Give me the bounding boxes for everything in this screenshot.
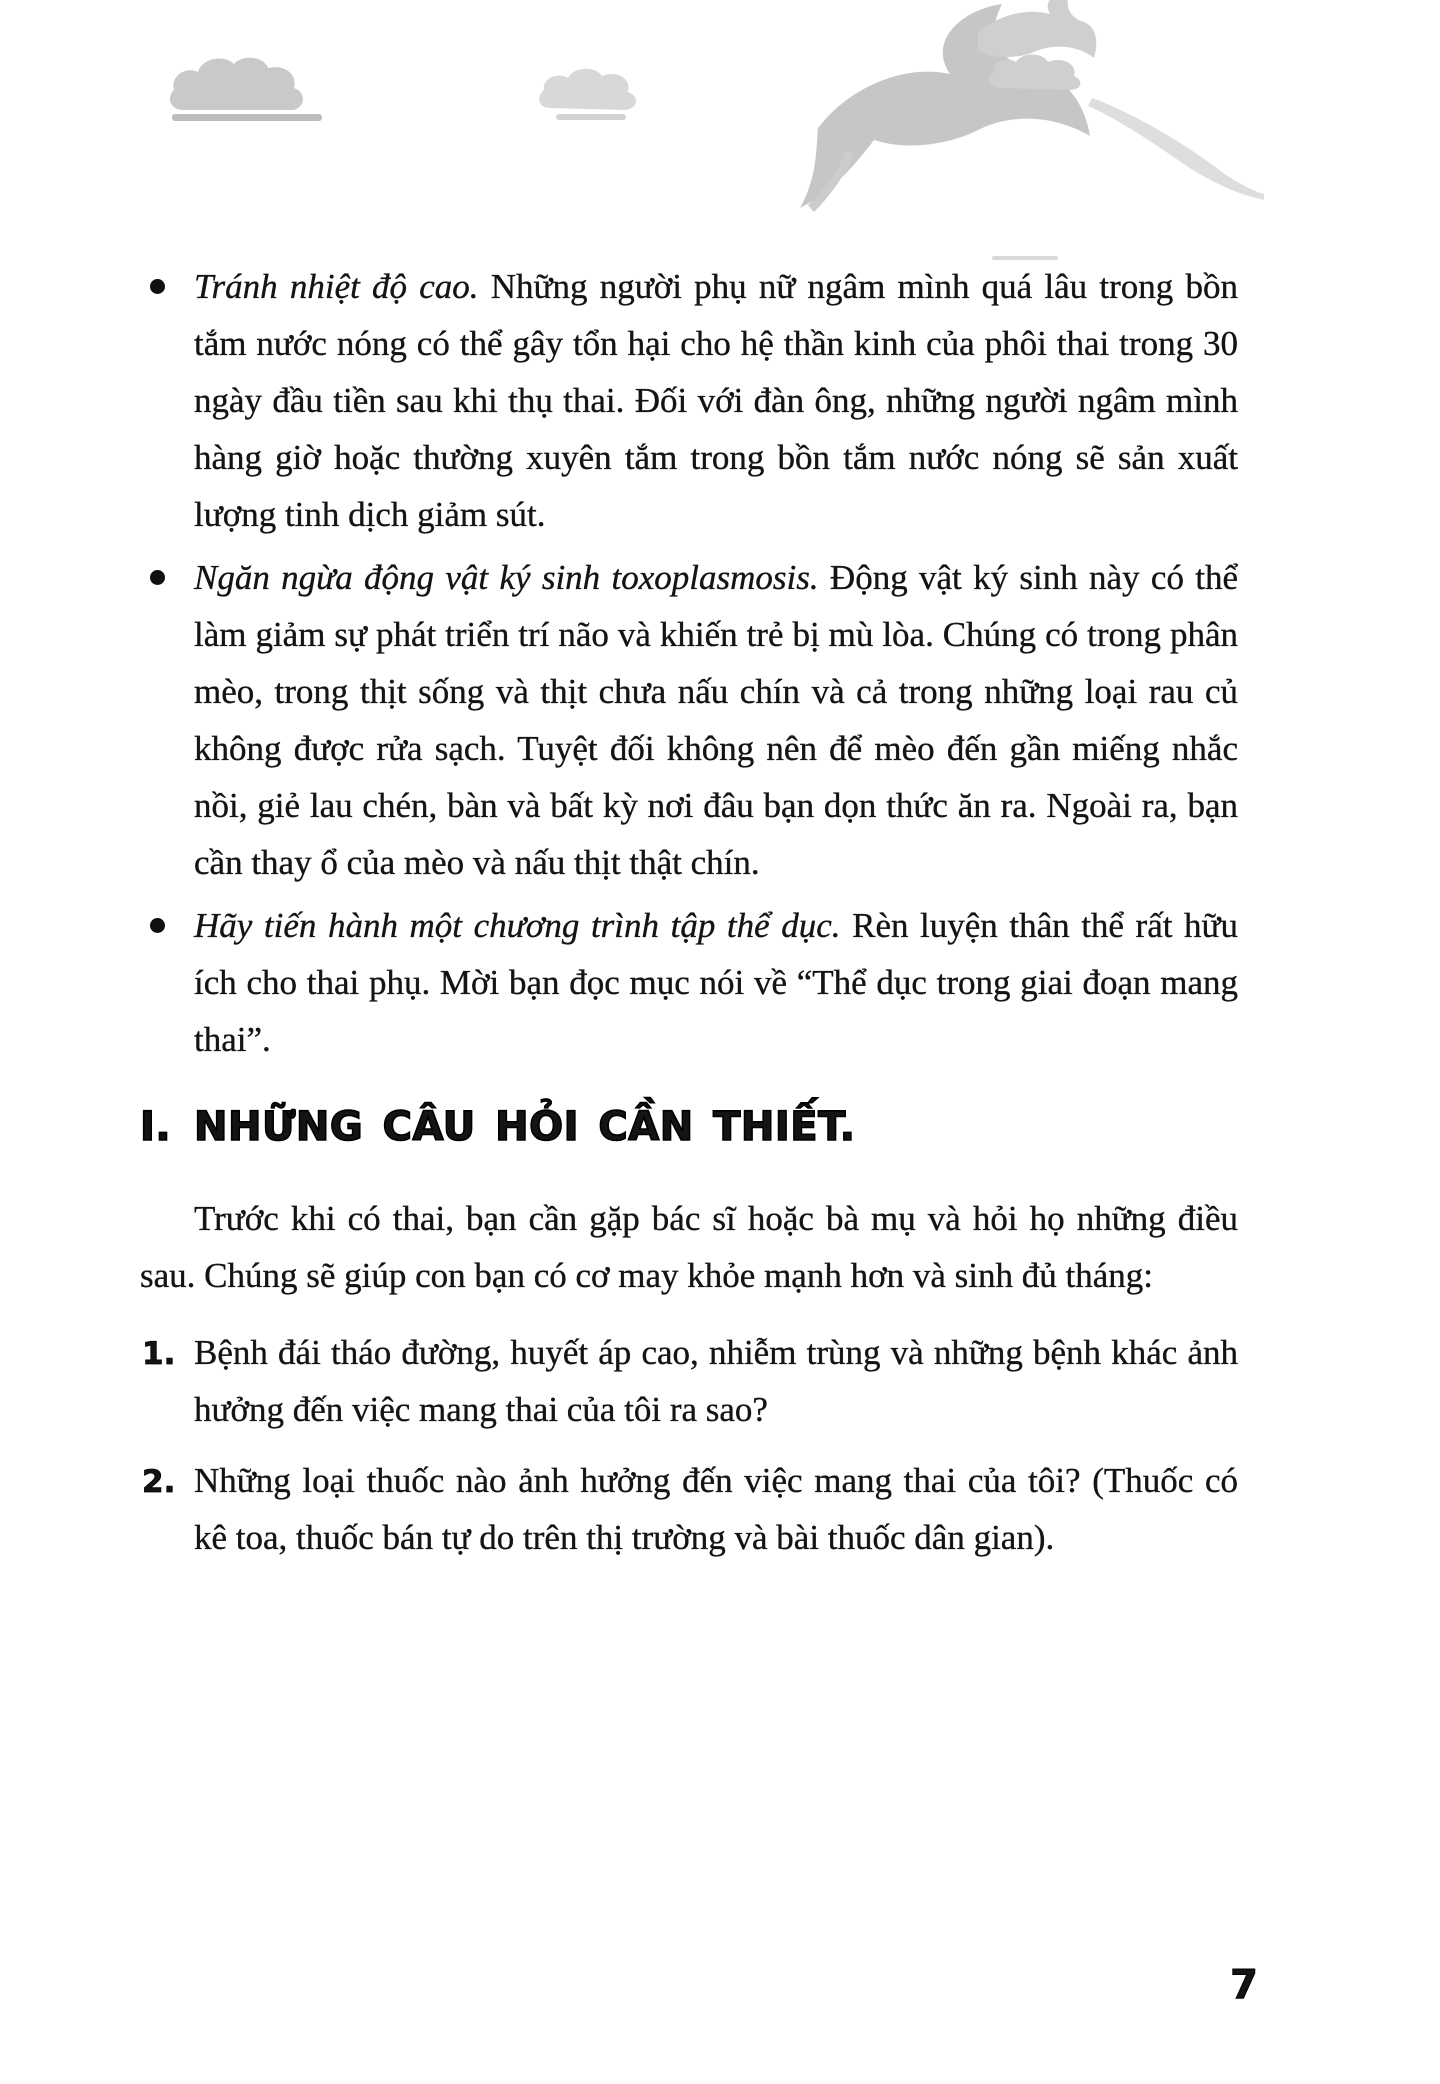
question-number: 1. — [142, 1336, 176, 1372]
bullet-lead: Tránh nhiệt độ cao. — [194, 267, 479, 306]
cloud-icon — [1086, 80, 1266, 200]
bullet-item-heat — [140, 258, 1238, 543]
question-text: Những loại thuốc nào ảnh hưởng đến việc mang thai của tôi? (Thuốc có kê toa, thuốc bán tự do trên thị trường và bài thuốc dân gian). — [194, 1461, 1238, 1557]
cloud-icon — [984, 52, 1088, 104]
question-text: Bệnh đái tháo đường, huyết áp cao, nhiễm trùng và những bệnh khác ảnh hưởng đến việc mang thai của tôi ra sao? — [194, 1333, 1238, 1429]
question-number: 2. — [142, 1464, 176, 1500]
bullet-item-toxoplasmosis — [140, 549, 1238, 891]
bullet-lead: Ngăn ngừa động vật ký sinh toxoplasmosis. — [194, 558, 819, 597]
bullet-lead: Hãy tiến hành một chương trình tập thể dục. — [194, 906, 841, 945]
cloud-icon — [162, 48, 332, 136]
question-item-2 — [140, 1452, 1238, 1566]
page-number: 7 — [1230, 1962, 1258, 2008]
section-number: I. — [140, 1104, 172, 1150]
bullet-icon — [150, 279, 165, 294]
intro-paragraph: Trước khi có thai, bạn cần gặp bác sĩ hoặc bà mụ và hỏi họ những điều sau. Chúng sẽ giúp con bạn có cơ may khỏe mạnh hơn và sinh đủ tháng: — [140, 1199, 1238, 1295]
bullet-item-exercise — [140, 897, 1238, 1068]
bullet-text: Những người phụ nữ ngâm mình quá lâu trong bồn tắm nước nóng có thể gây tổn hại cho hệ thần kinh của phôi thai trong 30 ngày đầu tiền sau khi thụ thai. Đối với đàn ông, những người ngâm mình hàng giờ hoặc thường xuyên tắm trong bồn tắm nước nóng sẽ sản xuất lượng tinh dịch giảm sút. — [194, 267, 1238, 534]
bullet-icon — [150, 570, 165, 585]
bullet-icon — [150, 918, 165, 933]
bullet-text: Rèn luyện thân thể rất hữu ích cho thai phụ. Mời bạn đọc mục nói về “Thể dục trong giai đoạn mang thai”. — [194, 906, 1238, 1059]
section-heading — [140, 1098, 1238, 1156]
section-title: NHỮNG CÂU HỎI CẦN THIẾT. — [194, 1104, 856, 1150]
page-body — [140, 258, 1238, 1580]
question-item-1 — [140, 1324, 1238, 1438]
flying-cranes-icon — [768, 0, 1098, 215]
cloud-icon — [532, 62, 652, 134]
bullet-text: Động vật ký sinh này có thể làm giảm sự phát triển trí não và khiến trẻ bị mù lòa. Chúng có trong phân mèo, trong thịt sống và thịt chưa nấu chín và cả trong những loại rau củ không được rửa sạch. Tuyệt đối không nên để mèo đến gần miếng nhắc nồi, giẻ lau chén, bàn và bất kỳ nơi đâu bạn dọn thức ăn ra. Ngoài ra, bạn cần thay ổ của mèo và nấu thịt thật chín. — [194, 558, 1239, 882]
